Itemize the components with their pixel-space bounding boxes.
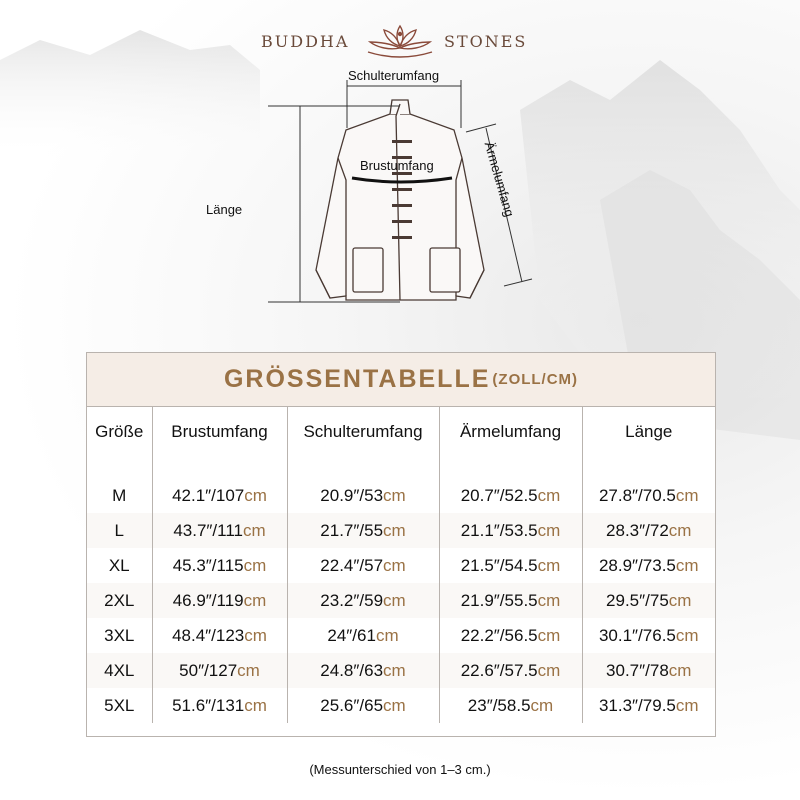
cell-unit: cm <box>537 660 561 680</box>
cell-unit: cm <box>243 555 267 575</box>
cell-unit: cm <box>668 590 692 610</box>
cell-unit: cm <box>675 695 699 715</box>
cell-value: 25.6″/65 <box>320 695 384 715</box>
cell-value: 20.9″/53 <box>320 485 384 505</box>
jacket-measurement-diagram <box>0 0 800 330</box>
cell-value: 22.2″/56.5 <box>460 625 538 645</box>
cell-chest <box>152 583 287 618</box>
table-row <box>87 583 715 618</box>
cell-length <box>582 618 715 653</box>
cell-unit: cm <box>243 520 266 540</box>
size-chart-unit-text: (ZOLL/CM) <box>492 371 579 388</box>
cell-chest <box>152 618 287 653</box>
header-chest: Brustumfang <box>152 407 287 478</box>
cell-unit: cm <box>675 555 699 575</box>
header-size: Größe <box>87 407 152 478</box>
cell-unit: cm <box>675 625 699 645</box>
cell-unit: cm <box>537 485 561 505</box>
shoulder-label: Schulterumfang <box>348 68 440 83</box>
cell-value: M <box>112 485 127 505</box>
cell-value: 3XL <box>104 625 135 645</box>
header-sleeve: Ärmelumfang <box>439 407 582 478</box>
cell-chest <box>152 548 287 583</box>
cell-value: 28.9″/73.5 <box>598 555 676 575</box>
cell-size <box>87 653 152 688</box>
cell-chest <box>152 653 287 688</box>
brand-name-left: BUDDHA <box>261 32 350 51</box>
cell-unit: cm <box>383 555 406 575</box>
brand-name-right: STONES <box>444 32 528 51</box>
cell-value: 43.7″/111 <box>173 520 243 540</box>
table-row <box>87 653 715 688</box>
cell-shoulder <box>287 478 439 513</box>
cell-unit: cm <box>383 695 406 715</box>
cell-unit: cm <box>383 520 406 540</box>
cell-value: 21.5″/54.5 <box>460 555 538 575</box>
cell-unit: cm <box>668 520 692 540</box>
cell-unit: cm <box>244 625 267 645</box>
measurement-note: (Messunterschied von 1–3 cm.) <box>309 762 491 777</box>
cell-unit: cm <box>537 625 561 645</box>
size-table <box>87 407 715 723</box>
cell-chest <box>152 513 287 548</box>
cell-unit: cm <box>537 590 561 610</box>
cell-size <box>87 478 152 513</box>
cell-value: 45.3″/115 <box>172 555 244 575</box>
cell-size <box>87 618 152 653</box>
size-chart-title <box>87 353 715 407</box>
cell-unit: cm <box>537 520 561 540</box>
header-length: Länge <box>625 422 673 441</box>
header-shoulder: Schulterumfang <box>287 407 439 478</box>
cell-size <box>87 583 152 618</box>
table-row <box>87 548 715 583</box>
cell-unit: cm <box>243 590 267 610</box>
cell-shoulder <box>287 653 439 688</box>
table-row <box>87 513 715 548</box>
cell-shoulder <box>287 513 439 548</box>
cell-value: 31.3″/79.5 <box>598 695 676 715</box>
cell-length <box>582 583 715 618</box>
cell-value: 5XL <box>104 695 135 715</box>
cell-unit: cm <box>383 485 406 505</box>
cell-value: 42.1″/107 <box>172 485 245 505</box>
cell-chest <box>152 688 287 723</box>
cell-value: 21.1″/53.5 <box>460 520 538 540</box>
length-label: Länge <box>206 202 243 217</box>
cell-sleeve <box>439 688 582 723</box>
cell-value: 28.3″/72 <box>606 520 669 540</box>
cell-length <box>582 688 715 723</box>
cell-value: 30.1″/76.5 <box>598 625 676 645</box>
cell-unit: cm <box>244 485 267 505</box>
cell-sleeve <box>439 583 582 618</box>
cell-value: 22.4″/57 <box>320 555 384 575</box>
cell-sleeve <box>439 513 582 548</box>
cell-length <box>582 653 715 688</box>
cell-sleeve <box>439 618 582 653</box>
cell-shoulder <box>287 548 439 583</box>
cell-value: 48.4″/123 <box>172 625 245 645</box>
cell-value: 24.8″/63 <box>320 660 384 680</box>
cell-unit: cm <box>375 625 399 645</box>
cell-value: 46.9″/119 <box>172 590 244 610</box>
cell-unit: cm <box>675 485 699 505</box>
cell-unit: cm <box>237 660 260 680</box>
cell-size <box>87 513 152 548</box>
cell-value: XL <box>108 555 130 575</box>
cell-unit: cm <box>530 695 554 715</box>
cell-sleeve <box>439 478 582 513</box>
cell-value: 27.8″/70.5 <box>598 485 676 505</box>
cell-length <box>582 513 715 548</box>
cell-shoulder <box>287 688 439 723</box>
chest-label: Brustumfang <box>360 158 434 173</box>
cell-value: 24″/61 <box>327 625 376 645</box>
sleeve-label: Ärmelumfang <box>481 140 518 219</box>
cell-sleeve <box>439 653 582 688</box>
cell-shoulder <box>287 583 439 618</box>
cell-unit: cm <box>244 695 267 715</box>
table-row <box>87 618 715 653</box>
size-chart-title-text: GRÖSSENTABELLE <box>223 365 491 393</box>
cell-value: L <box>114 520 124 540</box>
cell-chest <box>152 478 287 513</box>
cell-value: 20.7″/52.5 <box>460 485 538 505</box>
cell-value: 21.7″/55 <box>320 520 384 540</box>
table-row <box>87 688 715 723</box>
table-row <box>87 478 715 513</box>
cell-size <box>87 548 152 583</box>
cell-value: 21.9″/55.5 <box>460 590 538 610</box>
cell-sleeve <box>439 548 582 583</box>
cell-size <box>87 688 152 723</box>
cell-value: 30.7″/78 <box>606 660 669 680</box>
cell-value: 50″/127 <box>179 660 238 680</box>
cell-value: 29.5″/75 <box>606 590 669 610</box>
cell-shoulder <box>287 618 439 653</box>
cell-value: 51.6″/131 <box>172 695 245 715</box>
cell-value: 22.6″/57.5 <box>460 660 538 680</box>
cell-unit: cm <box>383 660 406 680</box>
cell-unit: cm <box>383 590 406 610</box>
cell-value: 4XL <box>104 660 135 680</box>
cell-unit: cm <box>537 555 561 575</box>
size-chart-table <box>86 352 716 737</box>
size-table-body <box>87 478 715 723</box>
cell-value: 23″/58.5 <box>467 695 531 715</box>
cell-unit: cm <box>668 660 692 680</box>
table-header-row <box>87 407 715 478</box>
cell-value: 23.2″/59 <box>320 590 384 610</box>
cell-value: 2XL <box>104 590 135 610</box>
cell-length <box>582 478 715 513</box>
cell-length <box>582 548 715 583</box>
